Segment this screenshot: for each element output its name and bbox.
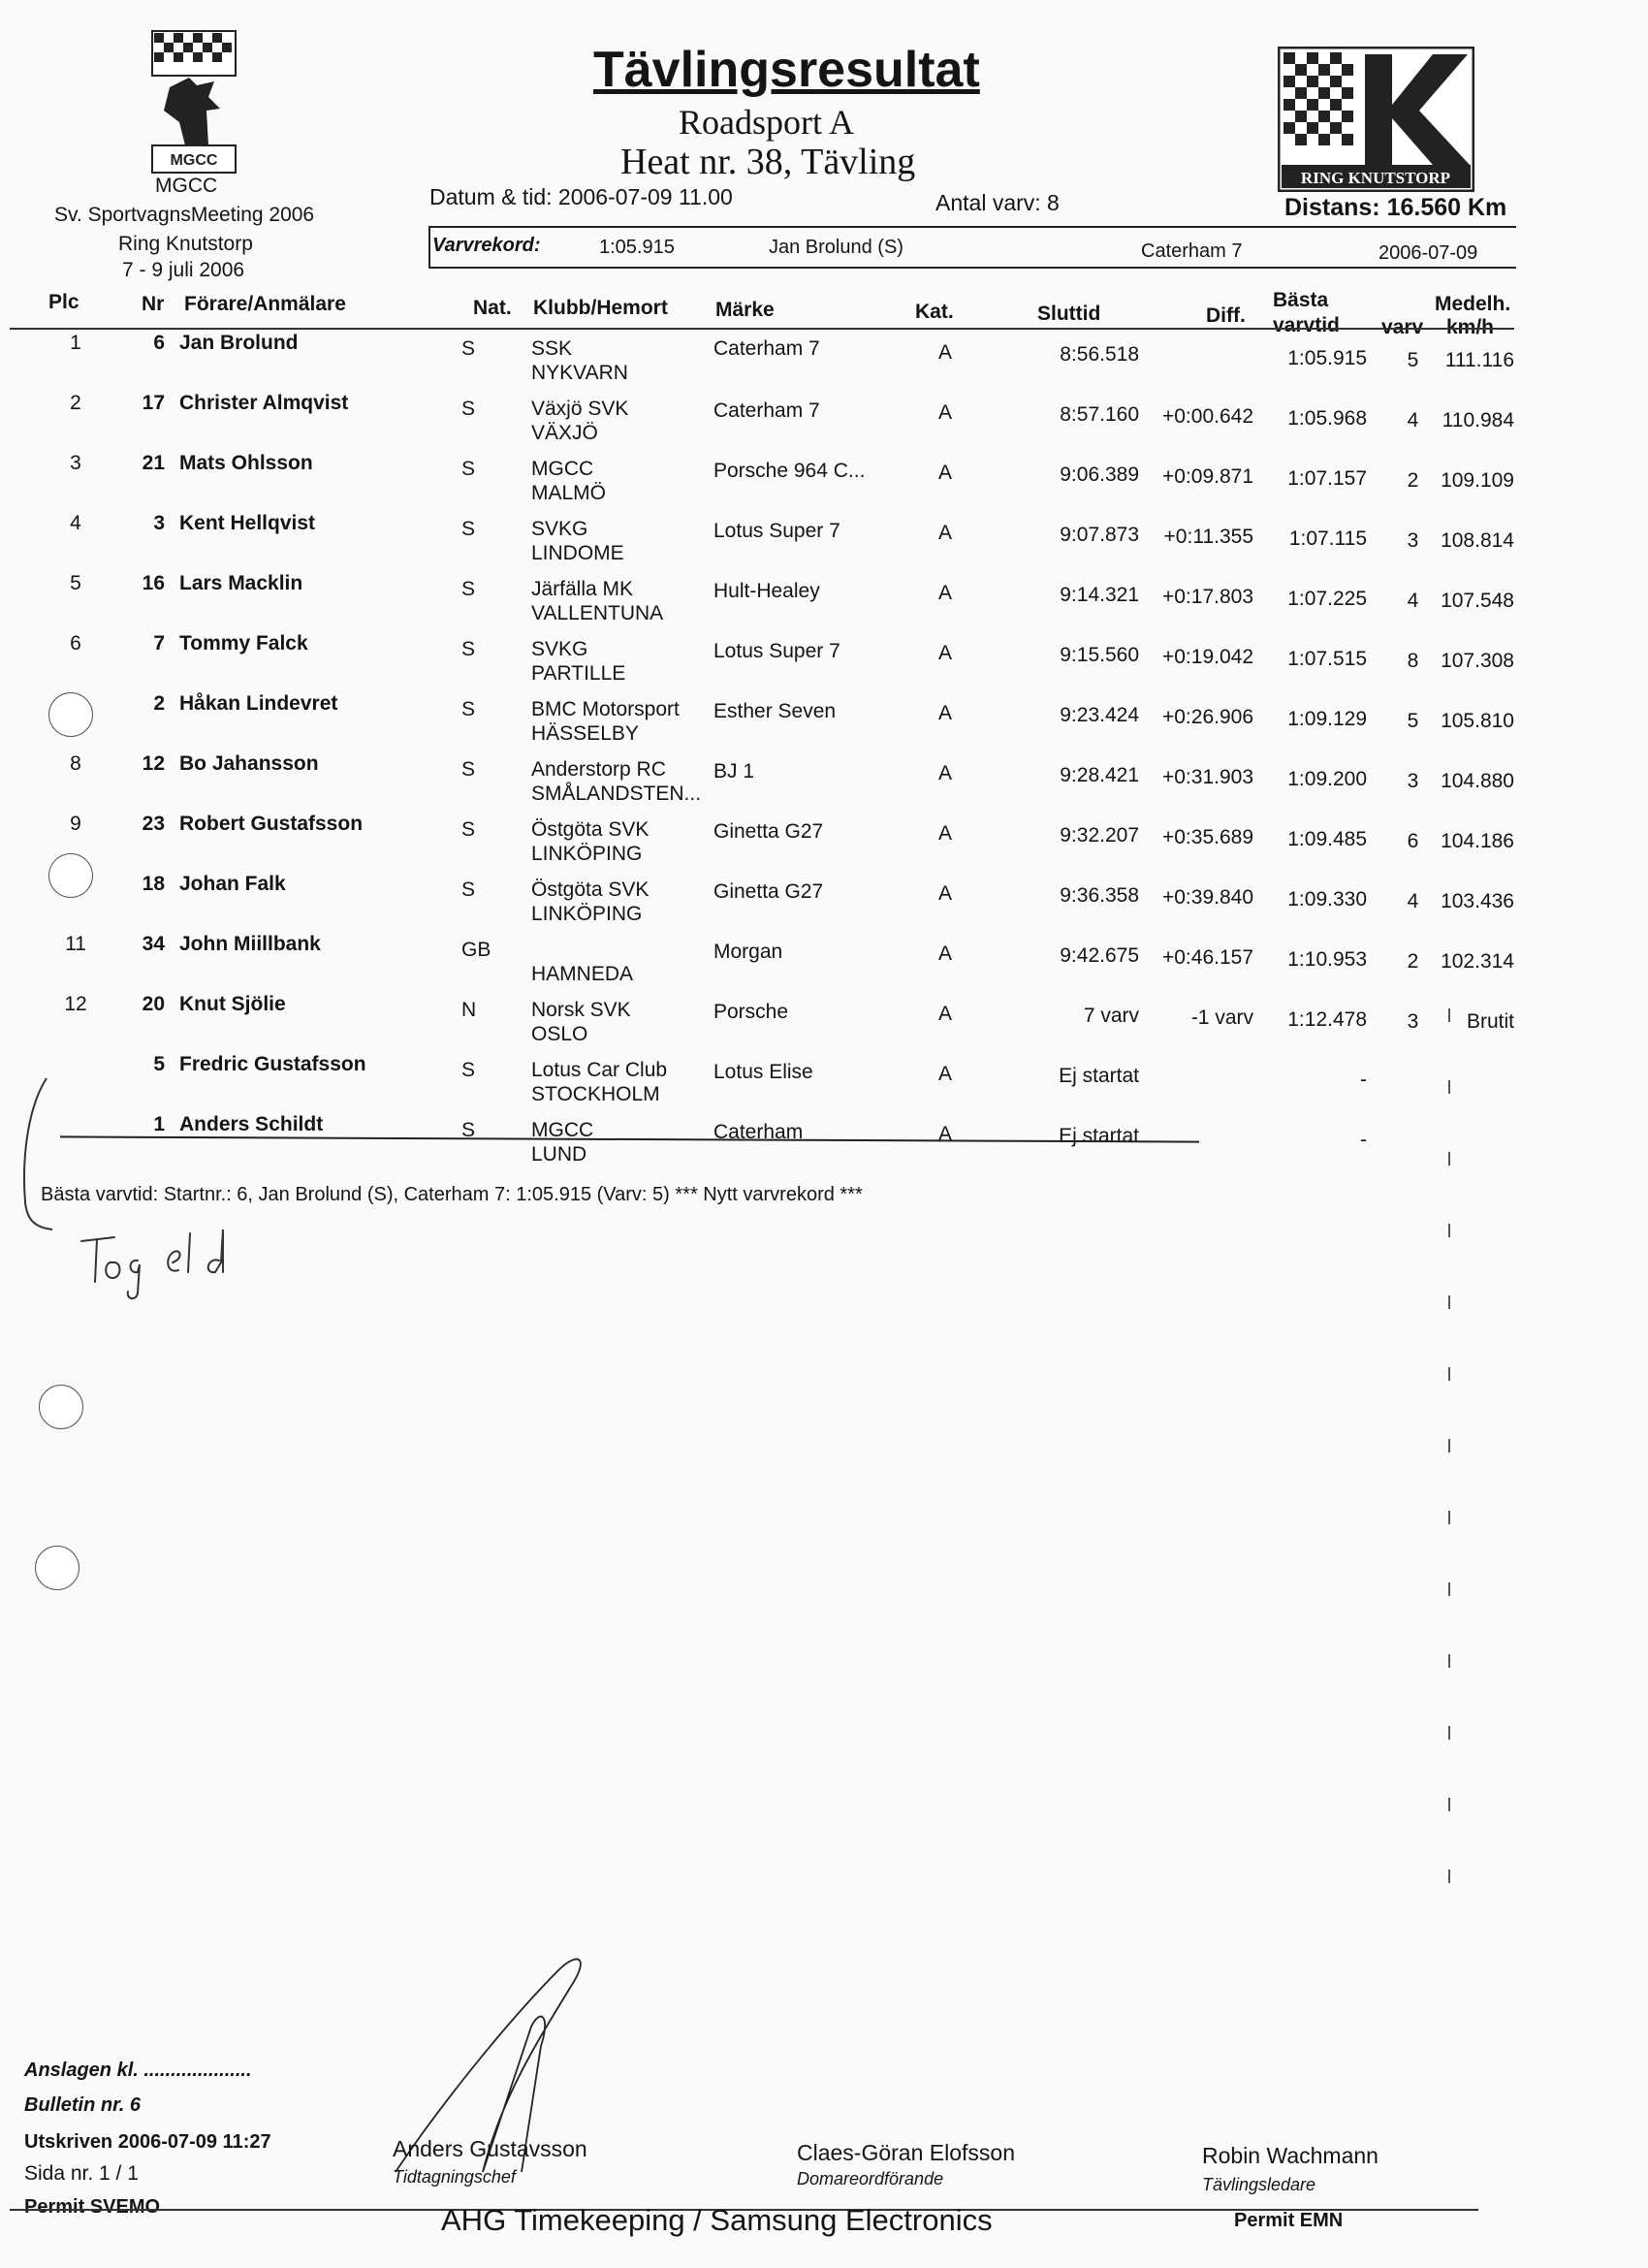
best-lap-nr: 5 [1407, 349, 1419, 371]
plc: 6 [70, 632, 81, 655]
start-nr: 12 [142, 752, 165, 775]
diff: +0:46.157 [1161, 946, 1253, 969]
venue: Ring Knutstorp [118, 233, 253, 255]
finish-time: 9:28.421 [1060, 764, 1139, 786]
plc: 9 [70, 813, 81, 835]
col-nat: Nat. [473, 297, 512, 319]
hometown: STOCKHOLM [531, 1083, 660, 1105]
finish-time: 9:15.560 [1060, 644, 1139, 666]
club: Järfälla MK [531, 578, 634, 600]
page-title: Tävlingsresultat [593, 42, 980, 98]
best-lap-nr: 6 [1407, 830, 1419, 852]
avg-speed: 105.810 [1441, 710, 1514, 732]
start-nr: 17 [142, 392, 165, 414]
datum-time: Datum & tid: 2006-07-09 11.00 [429, 184, 733, 209]
official-name: Anders Gustavsson [393, 2136, 587, 2161]
best-lap-nr: 2 [1407, 950, 1419, 973]
category: A [937, 1123, 952, 1145]
finish-time: Ej startat [1059, 1125, 1139, 1147]
driver-name: Håkan Lindevret [179, 692, 338, 715]
plc: 2 [70, 392, 81, 414]
plc: 4 [70, 512, 81, 534]
mgcc-logo [150, 29, 238, 175]
driver-name: Knut Sjölie [179, 993, 286, 1015]
make: BJ 1 [713, 760, 755, 783]
avg-speed: 102.314 [1441, 950, 1514, 973]
official-role: Domareordförande [797, 2169, 944, 2188]
binder-hole [48, 692, 93, 737]
lap-record-car: Caterham 7 [1141, 240, 1243, 262]
club: SSK [531, 337, 573, 360]
distance: Distans: 16.560 Km [1284, 194, 1507, 221]
diff: +0:09.871 [1161, 465, 1253, 488]
official-role: Tidtagningschef [393, 2167, 516, 2187]
best-lap: 1:07.225 [1287, 588, 1367, 610]
avg-speed: 103.436 [1441, 890, 1514, 912]
table-row [0, 692, 1648, 752]
category: A [937, 762, 952, 784]
logo-text: RING KNUTSTORP [1300, 169, 1451, 187]
start-nr: 21 [142, 452, 165, 474]
nationality: S [461, 638, 476, 660]
finish-time: 9:32.207 [1060, 824, 1139, 847]
meeting-name: Sv. SportvagnsMeeting 2006 [54, 204, 315, 226]
hometown: LINKÖPING [531, 843, 643, 865]
category: A [937, 702, 952, 724]
nationality: S [461, 398, 476, 420]
table-row [0, 752, 1648, 813]
best-lap: 1:07.157 [1287, 467, 1367, 490]
hometown: SMÅLANDSTEN... [531, 783, 702, 805]
club: SVKG [531, 638, 588, 660]
start-nr: 5 [153, 1053, 165, 1075]
col-club: Klubb/Hemort [533, 297, 668, 319]
category: A [937, 522, 952, 544]
driver-name: John Miillbank [179, 933, 321, 955]
nationality: S [461, 878, 476, 901]
avg-speed: 108.814 [1441, 529, 1514, 552]
start-nr: 20 [142, 993, 165, 1015]
avg-speed: 104.186 [1441, 830, 1514, 852]
start-nr: 2 [153, 692, 165, 715]
category: A [937, 882, 952, 905]
hometown: LUND [531, 1143, 587, 1166]
header-divider [10, 328, 1514, 330]
category: A [937, 582, 952, 604]
col-avg-top: Medelh. [1435, 293, 1511, 315]
handwritten-bracket [17, 1076, 56, 1231]
ring-knutstorp-logo [1278, 47, 1474, 192]
best-lap: 1:12.478 [1287, 1008, 1367, 1031]
club: Lotus Car Club [531, 1059, 668, 1081]
category: A [937, 642, 952, 664]
best-lap: 1:09.200 [1287, 768, 1367, 790]
best-lap: 1:07.515 [1287, 648, 1367, 670]
binder-hole [35, 1546, 79, 1590]
official-role: Tävlingsledare [1202, 2175, 1316, 2194]
official-name: Robin Wachmann [1202, 2143, 1379, 2168]
best-lap: 1:09.330 [1287, 888, 1367, 910]
driver-name: Johan Falk [179, 873, 286, 895]
nationality: S [461, 458, 476, 480]
hometown: LINKÖPING [531, 903, 643, 925]
nationality: S [461, 518, 476, 540]
posted-at: Anslagen kl. .................... [24, 2060, 252, 2081]
col-driver: Förare/Anmälare [184, 293, 346, 315]
driver-name: Tommy Falck [179, 632, 308, 655]
table-row [0, 632, 1648, 692]
club: Östgöta SVK [531, 818, 650, 841]
lap-record-driver: Jan Brolund (S) [769, 237, 903, 258]
hometown: VÄXJÖ [531, 422, 598, 444]
col-nr: Nr [142, 293, 165, 315]
hometown: HAMNEDA [531, 963, 634, 985]
lap-record-label: Varvrekord: [432, 235, 541, 256]
best-lap-nr: 3 [1407, 529, 1419, 552]
timekeeping-credit: AHG Timekeeping / Samsung Electronics [441, 2203, 993, 2237]
diff: +0:00.642 [1161, 405, 1253, 428]
club: MGCC [531, 458, 594, 480]
finish-time: 8:56.518 [1060, 343, 1139, 366]
nationality: S [461, 818, 476, 841]
plc: 8 [70, 752, 81, 775]
finish-time: 8:57.160 [1060, 403, 1139, 426]
best-lap-nr: 3 [1407, 1010, 1419, 1033]
best-lap-note: Bästa varvtid: Startnr.: 6, Jan Brolund (S), Caterham 7: 1:05.915 (Varv: 5) *** Nytt varvrekord *** [41, 1184, 863, 1205]
lap-record-date: 2006-07-09 [1379, 242, 1478, 264]
driver-name: Robert Gustafsson [179, 813, 364, 835]
table-row [0, 1053, 1648, 1113]
finish-time: 9:14.321 [1060, 584, 1139, 606]
category: A [937, 822, 952, 845]
table-row [0, 332, 1648, 392]
best-lap: - [1360, 1069, 1367, 1091]
driver-name: Kent Hellqvist [179, 512, 316, 534]
table-row [0, 572, 1648, 632]
make: Morgan [713, 941, 783, 963]
best-lap: - [1360, 1129, 1367, 1151]
plc: 5 [70, 572, 81, 594]
diff: +0:39.840 [1161, 886, 1253, 909]
avg-speed: 110.984 [1442, 409, 1514, 431]
make: Lotus Super 7 [713, 520, 840, 542]
finish-time: Ej startat [1059, 1065, 1139, 1087]
col-time: Sluttid [1037, 303, 1101, 325]
diff: +0:11.355 [1163, 526, 1253, 548]
finish-time: 9:42.675 [1060, 944, 1139, 967]
best-lap-nr: 2 [1407, 469, 1419, 492]
col-best-top: Bästa [1273, 289, 1329, 311]
scan-margin-marks [1447, 1008, 1451, 1939]
driver-name: Mats Ohlsson [179, 452, 313, 474]
make: Porsche 964 C... [713, 460, 866, 482]
nationality: N [461, 999, 477, 1021]
hometown: HÄSSELBY [531, 722, 639, 745]
driver-name: Jan Brolund [179, 332, 299, 354]
best-lap: 1:10.953 [1287, 948, 1367, 971]
diff: -1 varv [1190, 1006, 1253, 1029]
nationality: S [461, 758, 476, 781]
permit-svemo: Permit SVEMO [24, 2196, 161, 2218]
avg-speed: 104.880 [1441, 770, 1514, 792]
finish-time: 9:07.873 [1060, 524, 1139, 546]
table-row [0, 993, 1648, 1053]
lap-record-box [428, 226, 1516, 269]
make: Caterham [713, 1121, 804, 1143]
make: Ginetta G27 [713, 820, 824, 843]
plc: 3 [70, 452, 81, 474]
avg-speed: 107.308 [1441, 650, 1514, 672]
best-lap-nr: 4 [1407, 409, 1419, 431]
diff: +0:26.906 [1161, 706, 1253, 728]
best-lap: 1:09.129 [1287, 708, 1367, 730]
class-name: Roadsport A [679, 103, 855, 142]
plc: 1 [70, 332, 81, 354]
make: Lotus Super 7 [713, 640, 840, 662]
category: A [937, 1003, 952, 1025]
logo-text: MGCC [170, 152, 218, 169]
make: Esther Seven [713, 700, 837, 722]
hometown: NYKVARN [531, 362, 628, 384]
table-row [0, 392, 1648, 452]
col-diff: Diff. [1206, 304, 1246, 327]
club: Östgöta SVK [531, 878, 650, 901]
table-row [0, 933, 1648, 993]
avg-speed: 107.548 [1441, 590, 1514, 612]
hometown: PARTILLE [531, 662, 626, 685]
hometown: MALMÖ [531, 482, 607, 504]
col-make: Märke [715, 299, 775, 321]
best-lap: 1:05.968 [1287, 407, 1367, 430]
hometown: OSLO [531, 1023, 588, 1045]
nationality: GB [461, 939, 491, 961]
plc: 12 [64, 993, 87, 1015]
club: Anderstorp RC [531, 758, 666, 781]
event-dates: 7 - 9 juli 2006 [122, 259, 245, 281]
category: A [937, 1063, 952, 1085]
best-lap: 1:07.115 [1288, 527, 1367, 550]
page-number: Sida nr. 1 / 1 [24, 2162, 139, 2185]
make: Caterham 7 [713, 337, 820, 360]
make: Lotus Elise [713, 1061, 813, 1083]
permit-emn: Permit EMN [1234, 2210, 1344, 2231]
lap-record-time: 1:05.915 [599, 237, 675, 258]
category: A [937, 462, 952, 484]
make: Hult-Healey [713, 580, 820, 602]
make: Caterham 7 [713, 399, 820, 422]
heat-name: Heat nr. 38, Tävling [620, 142, 916, 182]
plc: 11 [65, 933, 86, 955]
finish-time: 9:06.389 [1060, 463, 1139, 486]
table-row [0, 452, 1648, 512]
hometown: VALLENTUNA [531, 602, 664, 624]
club-name: MGCC [155, 175, 218, 197]
category: A [937, 401, 952, 424]
start-nr: 7 [153, 632, 165, 655]
start-nr: 18 [142, 873, 165, 895]
start-nr: 3 [153, 512, 165, 534]
club: Växjö SVK [531, 398, 629, 420]
nationality: S [461, 578, 476, 600]
table-row [0, 1113, 1648, 1173]
binder-hole [48, 853, 93, 898]
start-nr: 23 [142, 813, 165, 835]
finish-time: 9:36.358 [1060, 884, 1139, 907]
table-row [0, 873, 1648, 933]
category: A [937, 341, 952, 364]
diff: +0:17.803 [1161, 586, 1253, 608]
driver-name: Bo Jahansson [179, 752, 319, 775]
club: Norsk SVK [531, 999, 631, 1021]
club: MGCC [531, 1119, 594, 1141]
diff: +0:19.042 [1161, 646, 1253, 668]
avg-speed: 109.109 [1441, 469, 1514, 492]
avg-speed: 111.116 [1444, 349, 1514, 371]
nationality: S [461, 698, 476, 720]
diff: +0:35.689 [1161, 826, 1253, 848]
lap-count: Antal varv: 8 [935, 190, 1060, 215]
driver-name: Christer Almqvist [179, 392, 349, 414]
printed-at: Utskriven 2006-07-09 11:27 [24, 2131, 271, 2153]
club: BMC Motorsport [531, 698, 680, 720]
col-lap: varv [1381, 316, 1424, 338]
driver-name: Fredric Gustafsson [179, 1053, 366, 1075]
category: A [937, 942, 952, 965]
nationality: S [461, 1119, 476, 1141]
best-lap-nr: 4 [1407, 590, 1419, 612]
handwritten-note [76, 1224, 240, 1301]
nationality: S [461, 1059, 476, 1081]
club: SVKG [531, 518, 588, 540]
best-lap-nr: 4 [1407, 890, 1419, 912]
col-kat: Kat. [915, 301, 954, 323]
avg-speed: Brutit [1466, 1010, 1514, 1033]
make: Porsche [713, 1001, 789, 1023]
start-nr: 1 [153, 1113, 165, 1135]
best-lap-nr: 8 [1407, 650, 1419, 672]
driver-name: Anders Schildt [179, 1113, 324, 1135]
start-nr: 34 [142, 933, 165, 955]
table-row [0, 813, 1648, 873]
col-best-bottom: varvtid [1273, 314, 1340, 336]
best-lap: 1:09.485 [1287, 828, 1367, 850]
table-row [0, 512, 1648, 572]
make: Ginetta G27 [713, 880, 824, 903]
start-nr: 16 [142, 572, 165, 594]
finish-time: 7 varv [1083, 1005, 1139, 1027]
driver-name: Lars Macklin [179, 572, 303, 594]
best-lap-nr: 3 [1407, 770, 1419, 792]
hometown: LINDOME [531, 542, 624, 564]
nationality: S [461, 337, 476, 360]
diff: +0:31.903 [1161, 766, 1253, 788]
col-plc: Plc [48, 291, 79, 313]
best-lap: 1:05.915 [1287, 347, 1367, 369]
official-name: Claes-Göran Elofsson [797, 2140, 1015, 2165]
finish-time: 9:23.424 [1060, 704, 1139, 726]
start-nr: 6 [153, 332, 165, 354]
best-lap-nr: 5 [1407, 710, 1419, 732]
col-avg-bottom: km/h [1446, 316, 1495, 338]
bulletin-number: Bulletin nr. 6 [24, 2094, 142, 2116]
binder-hole [39, 1385, 83, 1429]
